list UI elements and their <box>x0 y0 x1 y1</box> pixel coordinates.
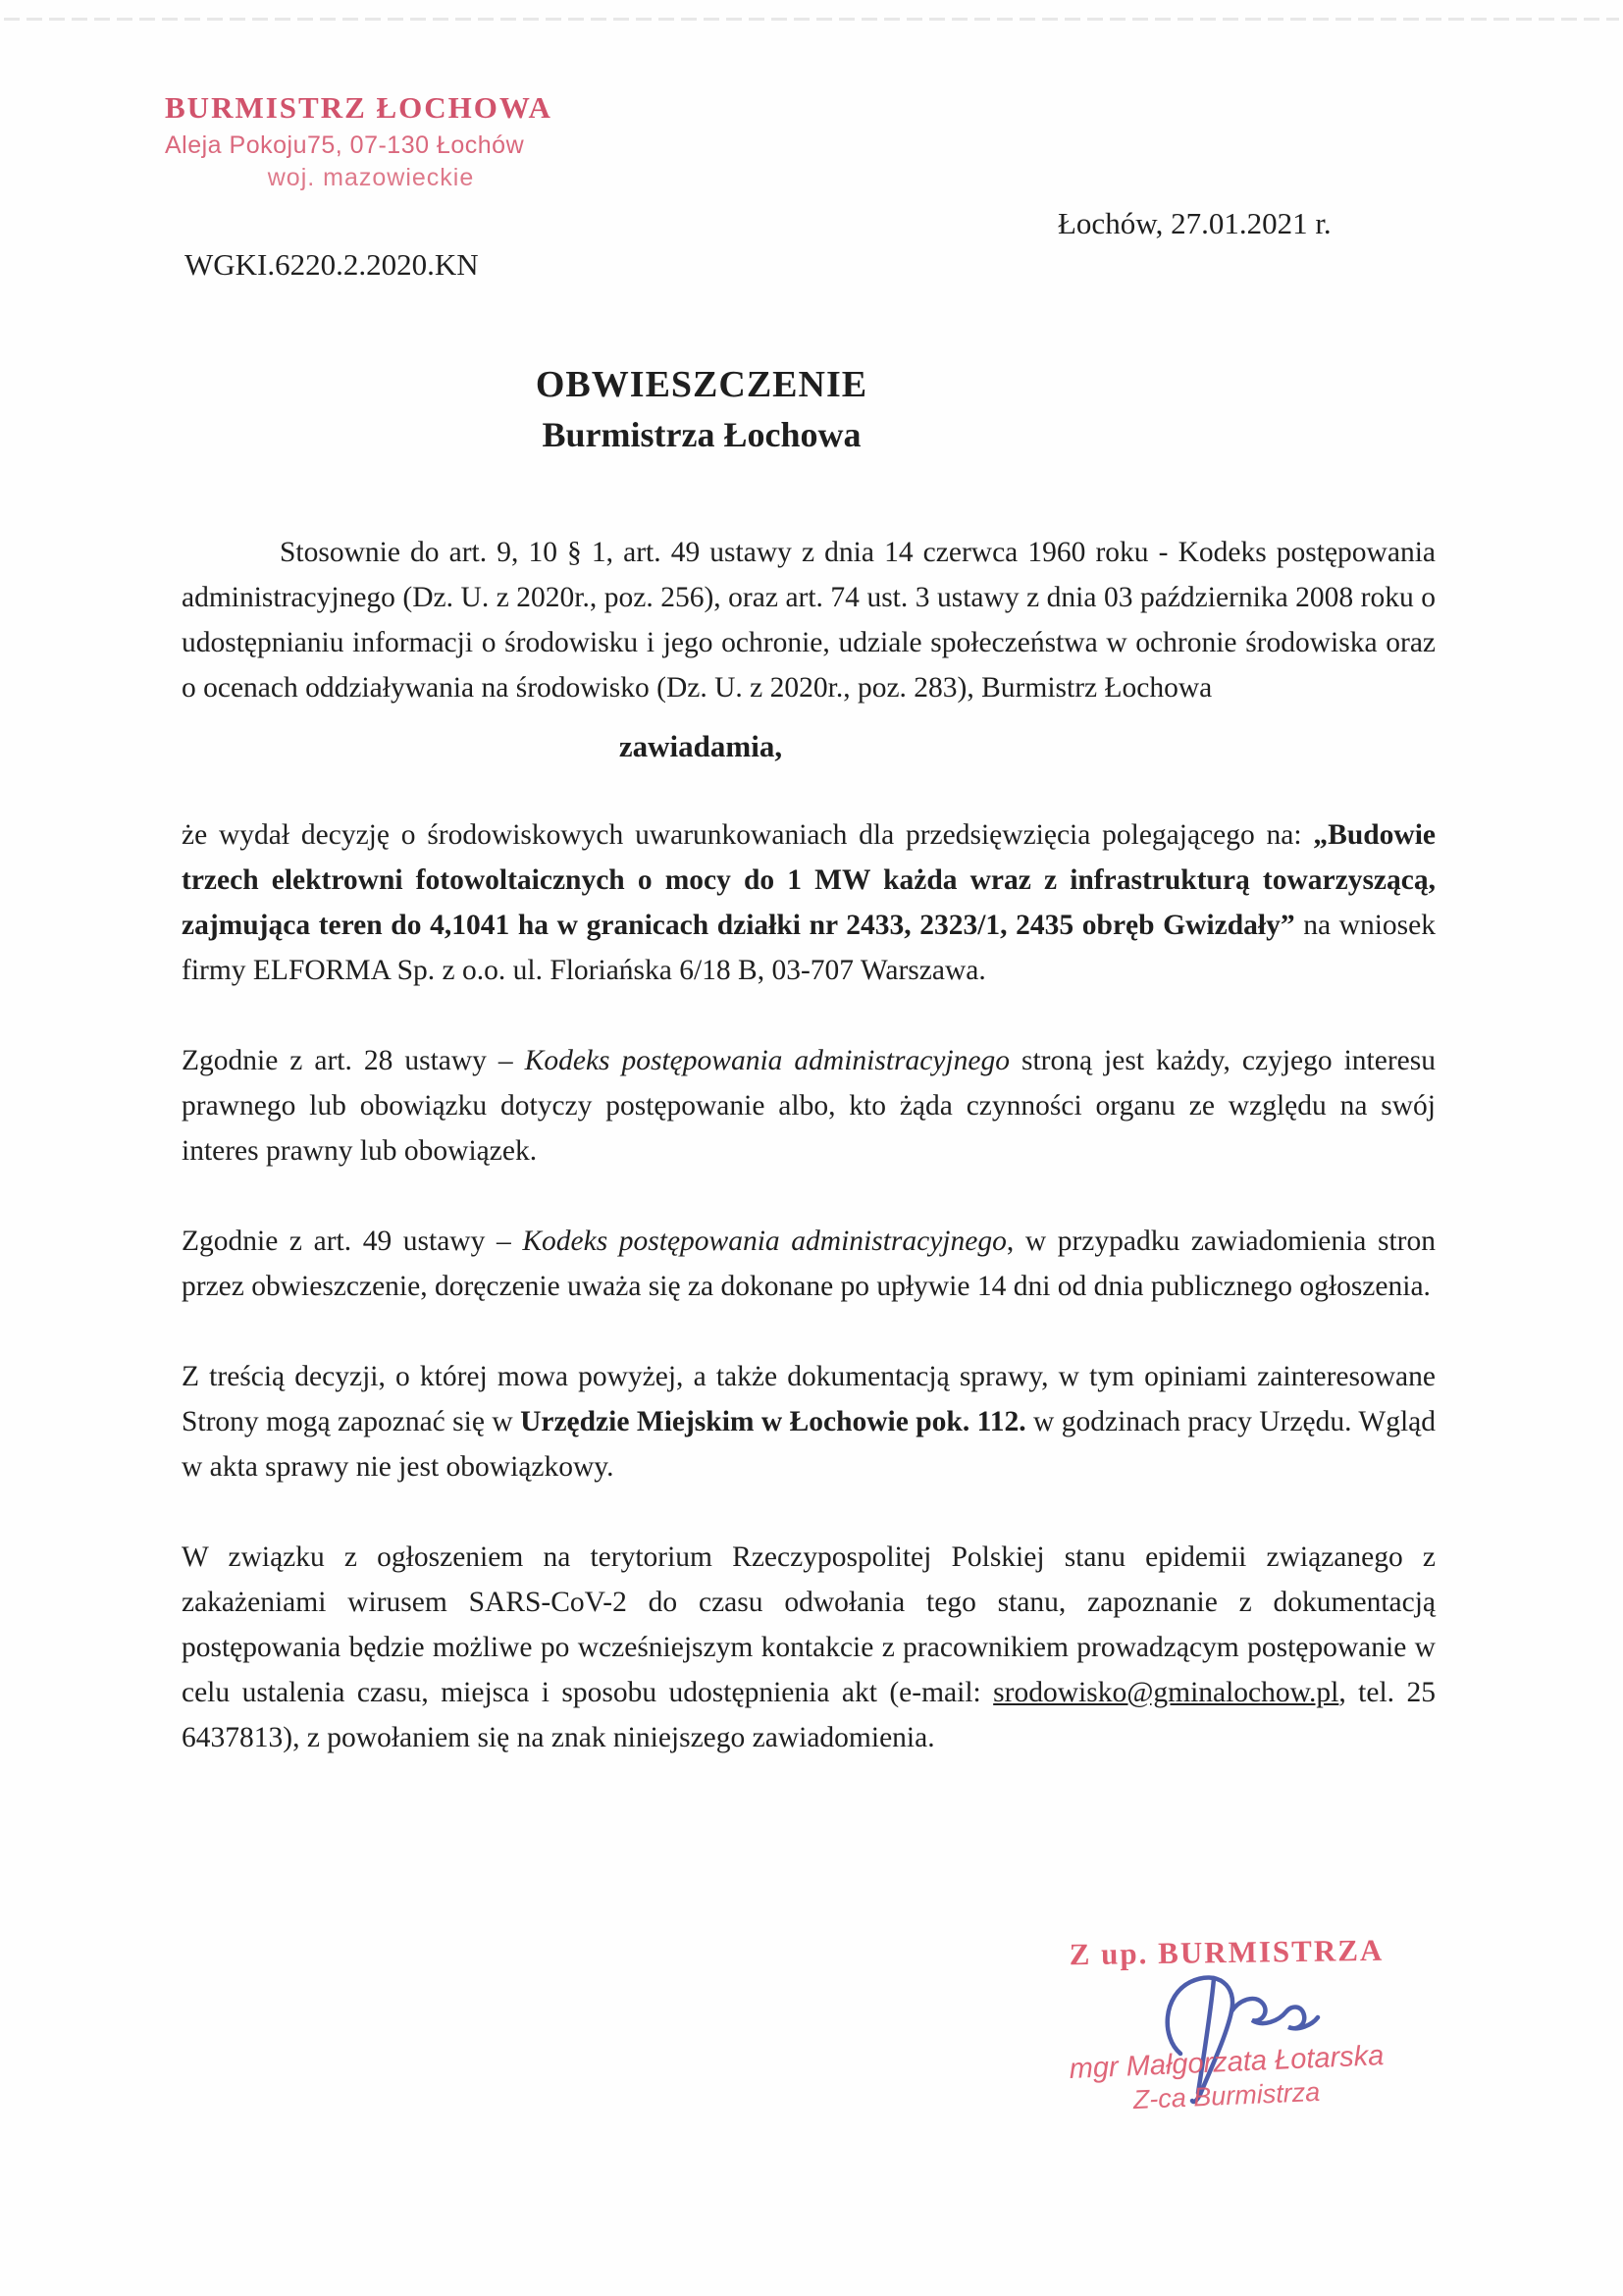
art49-post: , w przypadku zawiadomienia stron przez obwieszczenie, doręczenie uważa się za dokonane po upływie 14 dni od dnia publicznego ogłoszenia. <box>182 1226 1436 1302</box>
decision-project-name: „Budowie trzech elektrowni fotowoltaicznych o mocy do 1 MW każda wraz z infrastrukturą towarzyszącą, zajmująca teren do 4,1041 ha w granicach działki nr 2433, 2323/1, 2435 obręb Gwizdały” <box>182 819 1436 941</box>
document-body <box>182 530 1436 1805</box>
paragraph-decision <box>182 812 1436 993</box>
signature-stamp-block <box>1011 1932 1442 2115</box>
art28-post: stroną jest każdy, czyjego interesu prawnego lub obowiązku dotyczy postępowanie albo, kto żąda czynności organu ze względu na swój interes prawny lub obowiązek. <box>182 1045 1436 1167</box>
letterhead-address: Aleja Pokoju75, 07-130 Łochów <box>165 131 525 159</box>
document-title-line1: OBWIESZCZENIE <box>535 364 868 405</box>
signature-name: mgr Małgorzata Łotarska <box>1069 2040 1385 2085</box>
inspection-post: w godzinach pracy Urzędu. Wgląd w akta sprawy nie jest obowiązkowy. <box>182 1406 1436 1483</box>
document-title <box>182 363 1222 455</box>
epidemic-post: , tel. 25 6437813), z powołaniem się na znak niniejszego zawiadomienia. <box>182 1677 1436 1753</box>
decision-text-post: na wniosek firmy ELFORMA Sp. z o.o. ul. Floriańska 6/18 B, 03-707 Warszawa. <box>182 910 1437 986</box>
art49-pre: Zgodnie z art. 49 ustawy – <box>182 1226 523 1257</box>
paragraph-inspection <box>182 1354 1436 1489</box>
decision-text-pre: że wydał decyzję o środowiskowych uwarunkowaniach dla przedsięwzięcia polegającego na: <box>182 819 1314 851</box>
letterhead-voivodeship: woj. mazowieckie <box>267 164 475 191</box>
art28-code-title: Kodeks postępowania administracyjnego <box>524 1045 1010 1076</box>
place-and-date: Łochów, 27.01.2021 r. <box>1058 206 1332 240</box>
art49-code-title: Kodeks postępowania administracyjnego <box>522 1226 1007 1257</box>
document-title-line2: Burmistrza Łochowa <box>542 415 862 454</box>
art28-pre: Zgodnie z art. 28 ustawy – <box>182 1045 525 1076</box>
paragraph-art49 <box>182 1219 1436 1309</box>
signature-authority: Z up. BURMISTRZA <box>1069 1932 1385 1972</box>
paragraph-art28 <box>182 1038 1436 1174</box>
scan-artifact-line <box>4 18 1619 21</box>
paragraph-epidemic <box>182 1535 1436 1760</box>
announce-word: zawiadamia, <box>618 729 783 763</box>
letterhead-stamp <box>165 90 577 192</box>
inspection-office: Urzędzie Miejskim w Łochowie pok. 112. <box>520 1406 1026 1437</box>
contact-email: srodowisko@gminalochow.pl <box>993 1677 1339 1708</box>
letterhead-authority: BURMISTRZ ŁOCHOWA <box>165 90 552 125</box>
signature-position: Z-ca Burmistrza <box>1132 2076 1321 2115</box>
inspection-pre: Z treścią decyzji, o której mowa powyżej, a także dokumentacją sprawy, w tym opiniami zainteresowane Strony mogą zapoznać się w <box>182 1361 1436 1437</box>
case-reference-number: WGKI.6220.2.2020.KN <box>184 247 479 282</box>
paragraph-legal-basis: Stosownie do art. 9, 10 § 1, art. 49 ustawy z dnia 14 czerwca 1960 roku - Kodeks postępowania administracyjnego (Dz. U. z 2020r., poz. 256), oraz art. 74 ust. 3 ustawy z dnia 03 października 2008 roku o udostępnianiu informacji o środowisku i jego ochronie, udziale społeczeństwa w ochronie środowiska oraz o ocenach oddziaływania na środowisko (Dz. U. z 2020r., poz. 283), Burmistrz Łochowa <box>182 537 1436 704</box>
epidemic-pre: W związku z ogłoszeniem na terytorium Rzeczypospolitej Polskiej stanu epidemii związanego z zakażeniami wirusem SARS-CoV-2 do czasu odwołania tego stanu, zapoznanie z dokumentacją postępowania będzie możliwe po wcześniejszym kontakcie z pracownikiem prowadzącym postępowanie w celu ustalenia czasu, miejsca i sposobu udostępnienia akt (e-mail: <box>182 1541 1436 1708</box>
